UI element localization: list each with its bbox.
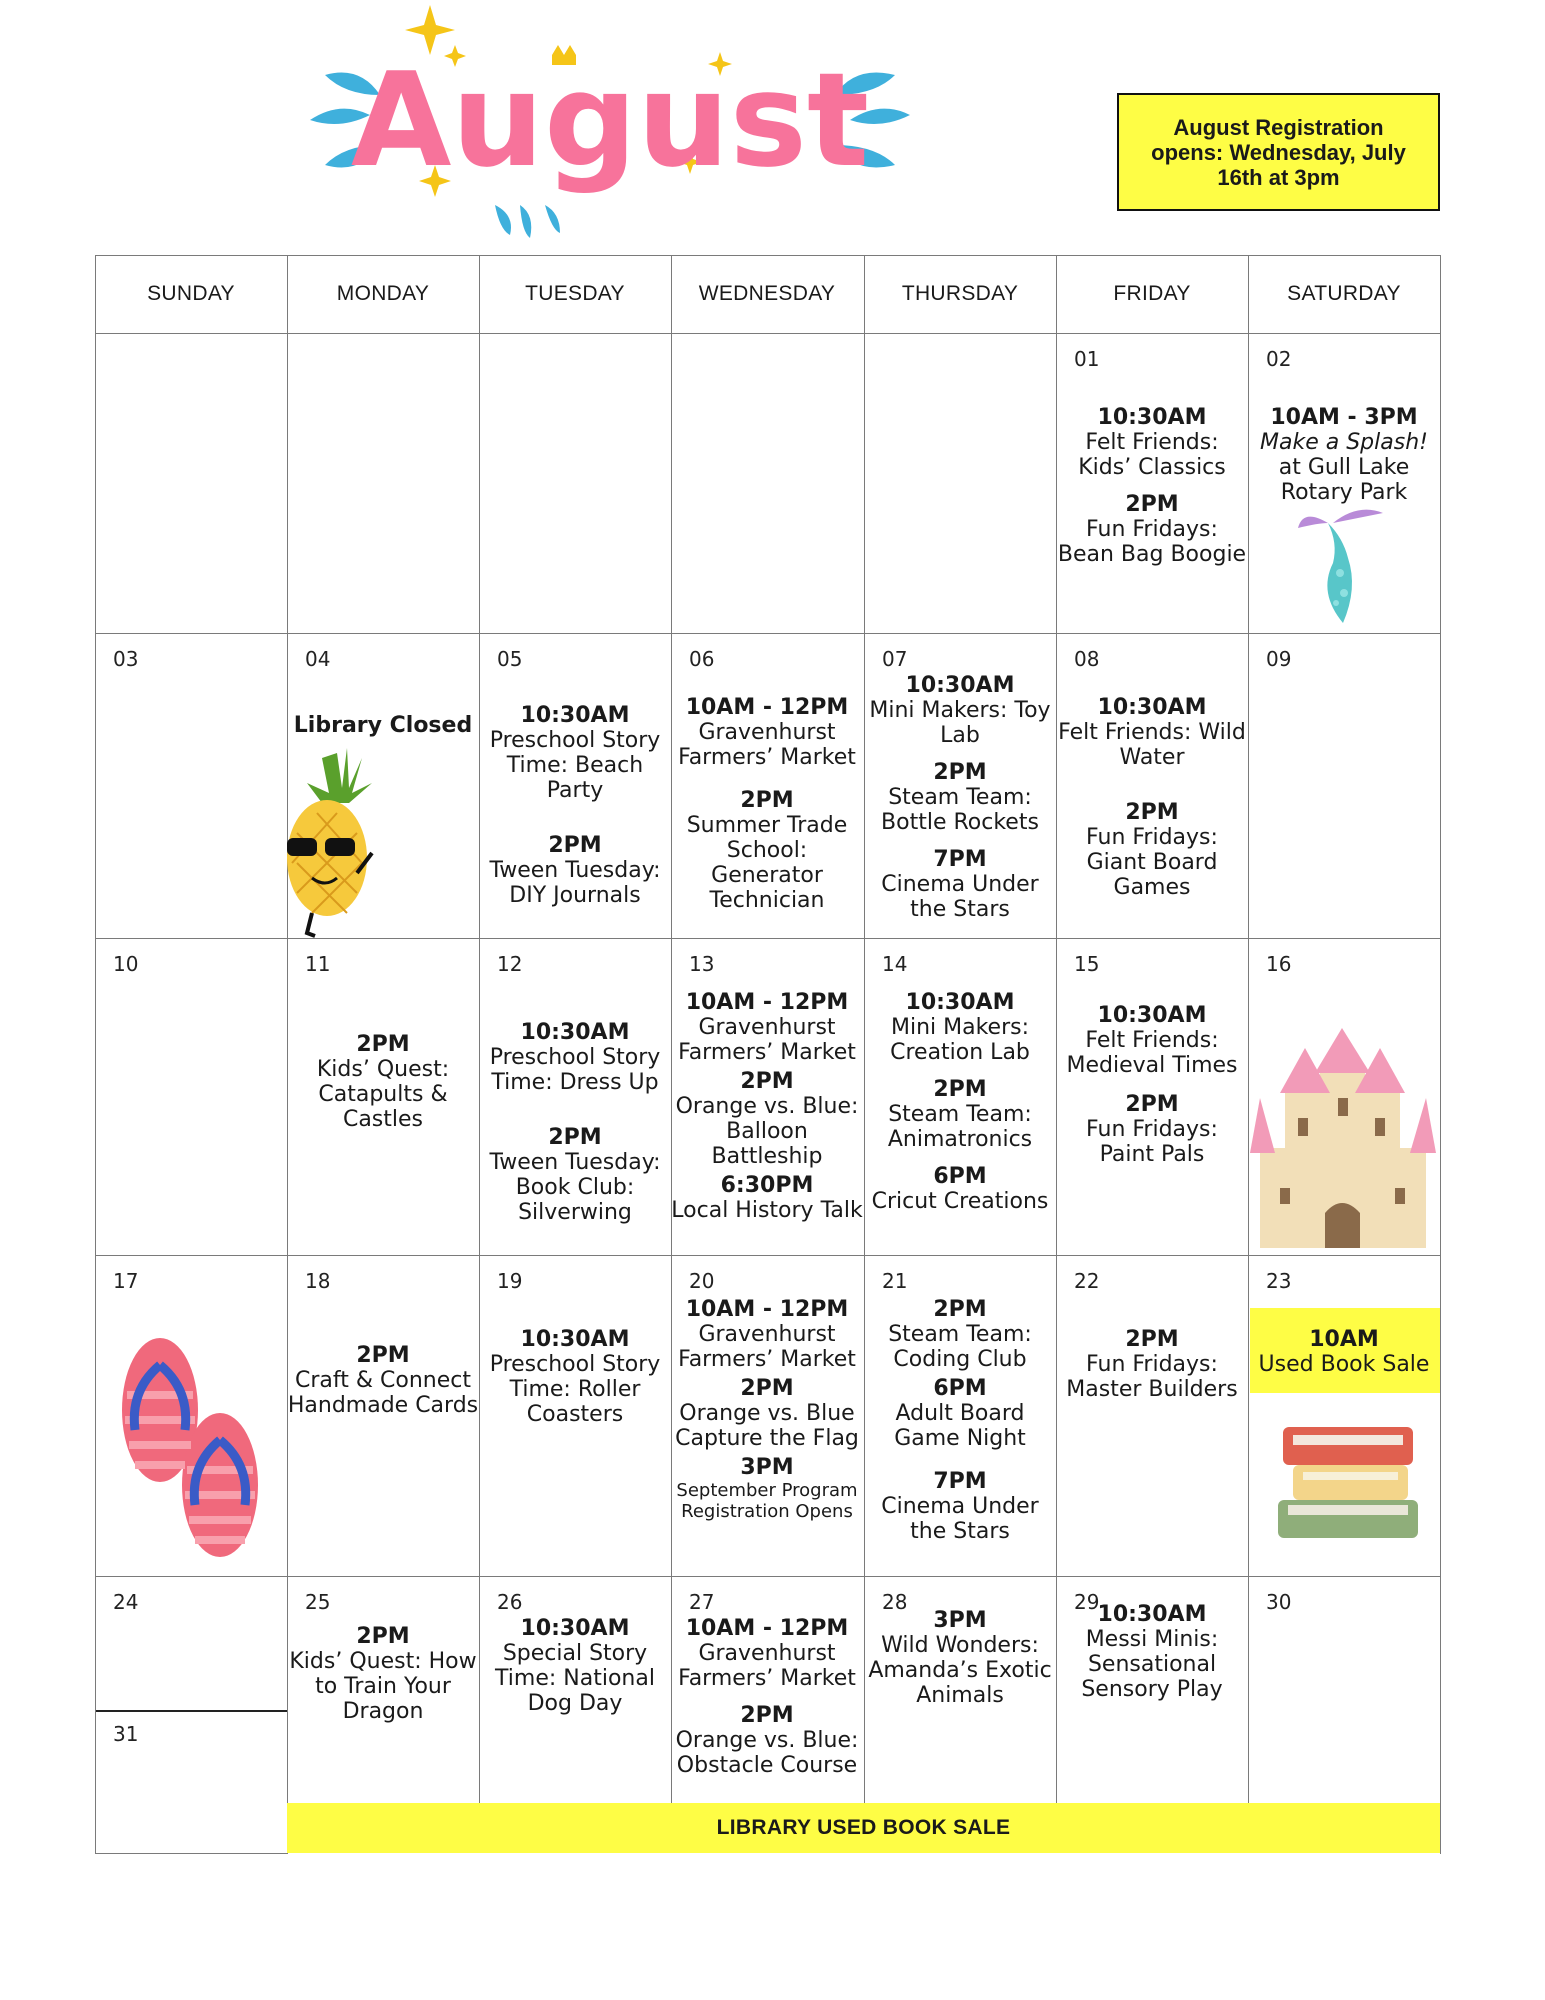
event-time: 3PM <box>933 1608 987 1633</box>
flip-flops-icon <box>115 1335 265 1565</box>
day-cell-25 <box>287 1576 479 1803</box>
event-time: 2PM <box>933 760 987 785</box>
day-cell-20 <box>671 1255 863 1576</box>
day-cell-27 <box>671 1576 863 1803</box>
day-cell-13 <box>671 938 863 1255</box>
day-number: 01 <box>1074 347 1100 371</box>
event-title: Fun Fridays: Bean Bag Boogie <box>1057 517 1247 567</box>
day-cell-24 <box>95 1576 287 1710</box>
event-time: 10AM <box>1309 1327 1379 1352</box>
sandcastle-icon <box>1250 1028 1436 1250</box>
event-time: 10AM - 3PM <box>1270 405 1418 430</box>
weekday-sunday: SUNDAY <box>147 282 235 305</box>
weekday-wednesday: WEDNESDAY <box>698 282 836 305</box>
event-title: Mini Makers: Creation Lab <box>890 1015 1030 1065</box>
day-number: 11 <box>305 952 331 976</box>
day-number: 07 <box>882 647 908 671</box>
event-title: Orange vs. Blue: Obstacle Course <box>675 1728 859 1778</box>
library-closed-note: Library Closed <box>293 713 473 738</box>
event-title: Tween Tuesday: Book Club: Silverwing <box>489 1150 661 1225</box>
event-time: 2PM <box>1125 1092 1179 1117</box>
pineapple-sunglasses-icon <box>287 743 377 938</box>
event-title: at Gull Lake Rotary Park <box>1278 455 1410 505</box>
used-book-sale-banner: LIBRARY USED BOOK SALE <box>287 1803 1440 1853</box>
weekday-monday: MONDAY <box>336 282 430 305</box>
event-title: Preschool Story Time: Beach Party <box>489 728 661 803</box>
day-number: 12 <box>497 952 523 976</box>
event-time: 6:30PM <box>720 1173 814 1198</box>
day-number: 09 <box>1266 647 1292 671</box>
day-number: 22 <box>1074 1269 1100 1293</box>
day-cell-01 <box>1056 333 1248 633</box>
event-time: 2PM <box>740 1069 794 1094</box>
event-time: 10AM - 12PM <box>685 695 849 720</box>
event-title: Special Story Time: National Dog Day <box>495 1641 655 1716</box>
event-time: 6PM <box>933 1376 987 1401</box>
event-title: September Program Registration Opens <box>676 1480 858 1522</box>
event-time: 2PM <box>933 1297 987 1322</box>
event-title: Summer Trade School: Generator Technician <box>686 813 848 913</box>
event-time: 10AM - 12PM <box>685 990 849 1015</box>
event-time: 3PM <box>740 1455 794 1480</box>
day-number: 16 <box>1266 952 1292 976</box>
event-title: Craft & Connect Handmade Cards <box>287 1368 479 1418</box>
day-cell-28 <box>864 1576 1056 1803</box>
event-time: 10:30AM <box>1097 405 1207 430</box>
event-title: Fun Fridays: Master Builders <box>1066 1352 1238 1402</box>
event-title: Orange vs. Blue: Balloon Battleship <box>675 1094 859 1169</box>
day-cell-31 <box>95 1712 287 1852</box>
day-cell-22 <box>1056 1255 1248 1576</box>
event-time: 2PM <box>548 833 602 858</box>
day-cell-10 <box>95 938 287 1255</box>
event-time: 10:30AM <box>1097 695 1207 720</box>
event-time: 2PM <box>1125 1327 1179 1352</box>
day-number: 23 <box>1266 1269 1292 1293</box>
day-number: 18 <box>305 1269 331 1293</box>
month-title-art <box>290 0 930 250</box>
day-cell-05 <box>479 633 671 938</box>
day-cell-21 <box>864 1255 1056 1576</box>
event-title: Mini Makers: Toy Lab <box>869 698 1051 748</box>
day-cell-30 <box>1248 1576 1440 1803</box>
day-number: 14 <box>882 952 908 976</box>
event-title: Felt Friends: Wild Water <box>1058 720 1246 770</box>
event-time: 7PM <box>933 1469 987 1494</box>
day-number: 08 <box>1074 647 1100 671</box>
day-number: 05 <box>497 647 523 671</box>
event-time: 2PM <box>356 1032 410 1057</box>
event-title: Steam Team: Coding Club <box>888 1322 1032 1372</box>
day-cell-18 <box>287 1255 479 1576</box>
event-time: 10:30AM <box>520 1020 630 1045</box>
day-cell-23 <box>1248 1255 1440 1576</box>
day-number: 25 <box>305 1590 331 1614</box>
day-number: 30 <box>1266 1590 1292 1614</box>
day-number: 21 <box>882 1269 908 1293</box>
event-title: Gravenhurst Farmers’ Market <box>678 1015 856 1065</box>
event-title: Used Book Sale <box>1258 1352 1430 1377</box>
day-cell-11 <box>287 938 479 1255</box>
mermaid-tail-icon <box>1298 503 1388 628</box>
day-number: 17 <box>113 1269 139 1293</box>
weekday-saturday: SATURDAY <box>1287 282 1401 305</box>
event-time: 10:30AM <box>520 703 630 728</box>
day-number: 06 <box>689 647 715 671</box>
event-time: 2PM <box>1125 800 1179 825</box>
day-cell-16 <box>1248 938 1440 1255</box>
day-cell-06 <box>671 633 863 938</box>
event-title: Gravenhurst Farmers’ Market <box>678 1322 856 1372</box>
event-title: Cinema Under the Stars <box>881 872 1039 922</box>
event-title: Orange vs. Blue Capture the Flag <box>675 1401 859 1451</box>
event-time: 10:30AM <box>520 1616 630 1641</box>
event-time: 6PM <box>933 1164 987 1189</box>
event-time: 10:30AM <box>905 673 1015 698</box>
event-title: Felt Friends: Medieval Times <box>1066 1028 1238 1078</box>
registration-notice: August Registration opens: Wednesday, July 16th at 3pm <box>1117 93 1440 211</box>
day-number: 19 <box>497 1269 523 1293</box>
day-number: 02 <box>1266 347 1292 371</box>
day-cell-15 <box>1056 938 1248 1255</box>
book-stack-icon <box>1268 1415 1428 1545</box>
event-time: 10:30AM <box>1097 1602 1207 1627</box>
day-cell-09 <box>1248 633 1440 938</box>
event-title: Steam Team: Bottle Rockets <box>881 785 1039 835</box>
day-cell-04 <box>287 633 479 938</box>
event-title: Adult Board Game Night <box>894 1401 1026 1451</box>
calendar-header <box>0 0 1545 250</box>
event-title-italic: Make a Splash! <box>1260 430 1428 455</box>
event-title: Fun Fridays: Giant Board Games <box>1086 825 1218 900</box>
day-number: 31 <box>113 1722 139 1746</box>
weekday-tuesday: TUESDAY <box>525 282 625 305</box>
day-cell-14 <box>864 938 1056 1255</box>
day-number: 03 <box>113 647 139 671</box>
event-time: 10AM - 12PM <box>685 1297 849 1322</box>
day-number: 26 <box>497 1590 523 1614</box>
event-title: Gravenhurst Farmers’ Market <box>678 1641 856 1691</box>
event-time: 10AM - 12PM <box>685 1616 849 1641</box>
day-number: 10 <box>113 952 139 976</box>
day-number: 29 <box>1074 1590 1100 1614</box>
event-title: Gravenhurst Farmers’ Market <box>678 720 856 770</box>
day-cell-12 <box>479 938 671 1255</box>
event-time: 2PM <box>933 1077 987 1102</box>
event-time: 2PM <box>740 1376 794 1401</box>
event-title: Local History Talk <box>671 1198 863 1223</box>
day-cell-07 <box>864 633 1056 938</box>
event-time: 10:30AM <box>1097 1003 1207 1028</box>
day-number: 20 <box>689 1269 715 1293</box>
event-title: Cinema Under the Stars <box>881 1494 1039 1544</box>
event-title: Kids’ Quest: How to Train Your Dragon <box>289 1649 477 1724</box>
day-cell-03 <box>95 633 287 938</box>
event-title: Cricut Creations <box>871 1189 1049 1214</box>
event-title: Messi Minis: Sensational Sensory Play <box>1081 1627 1223 1702</box>
event-title: Preschool Story Time: Roller Coasters <box>489 1352 661 1427</box>
day-number: 24 <box>113 1590 139 1614</box>
weekday-thursday: THURSDAY <box>901 282 1019 305</box>
day-number: 04 <box>305 647 331 671</box>
event-time: 2PM <box>356 1343 410 1368</box>
day-cell-29 <box>1056 1576 1248 1803</box>
day-cell-02 <box>1248 333 1440 633</box>
day-cell-26 <box>479 1576 671 1803</box>
event-time: 2PM <box>740 788 794 813</box>
event-time: 2PM <box>356 1624 410 1649</box>
event-time: 10:30AM <box>905 990 1015 1015</box>
event-title: Felt Friends: Kids’ Classics <box>1078 430 1226 480</box>
event-time: 7PM <box>933 847 987 872</box>
event-title: Wild Wonders: Amanda’s Exotic Animals <box>868 1633 1052 1708</box>
day-number: 15 <box>1074 952 1100 976</box>
event-time: 10:30AM <box>520 1327 630 1352</box>
day-number: 13 <box>689 952 715 976</box>
day-number: 28 <box>882 1590 908 1614</box>
event-title: Tween Tuesday: DIY Journals <box>489 858 661 908</box>
event-time: 2PM <box>1125 492 1179 517</box>
event-title: Kids’ Quest: Catapults & Castles <box>316 1057 450 1132</box>
event-title: Steam Team: Animatronics <box>887 1102 1033 1152</box>
day-number: 27 <box>689 1590 715 1614</box>
day-cell-08 <box>1056 633 1248 938</box>
event-time: 2PM <box>740 1703 794 1728</box>
day-cell-17 <box>95 1255 287 1576</box>
weekday-friday: FRIDAY <box>1113 282 1191 305</box>
event-time: 2PM <box>548 1125 602 1150</box>
event-title: Preschool Story Time: Dress Up <box>489 1045 661 1095</box>
event-title: Fun Fridays: Paint Pals <box>1086 1117 1218 1167</box>
day-cell-19 <box>479 1255 671 1576</box>
month-title: August <box>350 44 870 196</box>
